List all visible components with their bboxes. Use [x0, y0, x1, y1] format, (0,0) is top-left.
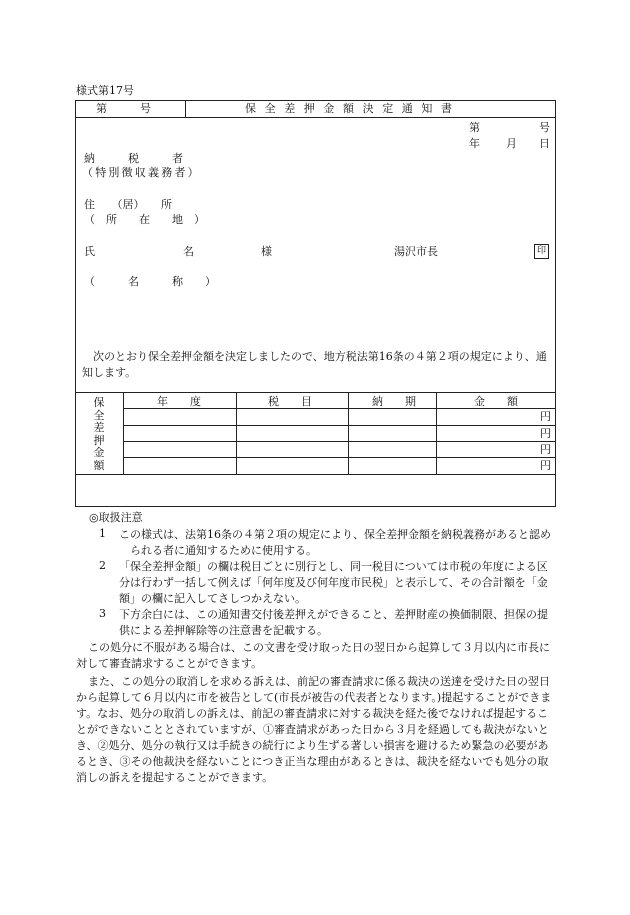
yen-unit: 円	[540, 410, 551, 423]
note-number: 1	[99, 527, 106, 540]
column-header-year: 年 度	[157, 395, 201, 408]
corp-name-label: （ 名 称 ）	[84, 275, 216, 288]
document-title: 保全差押金額決定通知書	[245, 102, 461, 115]
column-header-amount: 金 額	[474, 395, 518, 408]
yen-unit: 円	[540, 443, 551, 456]
date-nen: 年	[469, 137, 480, 150]
notice-body-text: 次のとおり保全差押金額を決定しましたので、地方税法第16条の４第２項の規定により、通知します。	[82, 350, 547, 379]
taxpayer-label: 納 税 者	[84, 152, 183, 165]
special-collector-label: （特別徴収義務者）	[82, 166, 201, 179]
issuer-name: 湯沢市長	[394, 245, 438, 258]
date-go: 号	[539, 121, 550, 134]
date-hi: 日	[539, 137, 550, 150]
notes-title: ◎取扱注意	[89, 511, 143, 524]
header-number-cell: 第 号	[96, 102, 151, 115]
form-number: 様式第17号	[76, 84, 134, 97]
note-item-3: 下方余白には、この通知書交付後差押えができること、差押財産の換価制限、担保の提供による差押解除等の注意書を記載する。	[119, 608, 548, 637]
note-number: 2	[99, 559, 106, 572]
appeal-paragraph-2: また、この処分の取消しを求める訴えは、前記の審査請求に係る裁決の送達を受けた日の翌日から起算して６月以内に市を被告として(市長が被告の代表者となります。)提起することができます。なお、処分の取消しの訴えは、前記の審査請求に対する裁決を経た後でなければ提起することができないこととされていますが、①審査請求があった日から３月を経過しても裁決がないとき、②処分、処分の執行又は手続きの続行により生ずる著しい損害を避けるため緊急の必要があるとき、③その他裁決を経ないことにつき正当な理由があるときは、裁決を経ないでも処分の取消しの訴えを提起することができます。	[76, 675, 552, 784]
date-tsuki: 月	[506, 137, 517, 150]
yen-unit: 円	[540, 459, 551, 472]
column-header-tax-item: 税 目	[268, 395, 312, 408]
note-number: 3	[99, 607, 106, 620]
appeal-paragraph-1: この処分に不服がある場合は、この文書を受け取った日の翌日から起算して３月以内に市長に対して審査請求することができます。	[76, 641, 550, 670]
yen-unit: 円	[540, 427, 551, 440]
side-label: 保 全 差 押 金 額	[93, 396, 105, 472]
honorific-sama: 様	[261, 245, 272, 258]
column-header-due-date: 納 期	[372, 395, 416, 408]
address-label: 住 （居） 所	[84, 198, 172, 211]
name-label: 氏 名	[84, 245, 194, 258]
amount-table	[75, 392, 556, 507]
date-dai: 第	[469, 121, 480, 134]
note-item-1: この様式は、法第16条の４第２項の規定により、保全差押金額を納税義務があると認められる者に通知するために使用する。	[119, 528, 551, 557]
seal-mark: 印	[534, 244, 549, 259]
location-label: （ 所 在 地 ）	[84, 213, 205, 226]
note-item-2: 「保全差押金額」の欄は税目ごとに別行とし、同一税目については市税の年度による区分は行わず一括して例えば「何年度及び何年度市民税」と表示して、その合計額を「金額」の欄に記入してさしつかえない。	[119, 560, 548, 605]
